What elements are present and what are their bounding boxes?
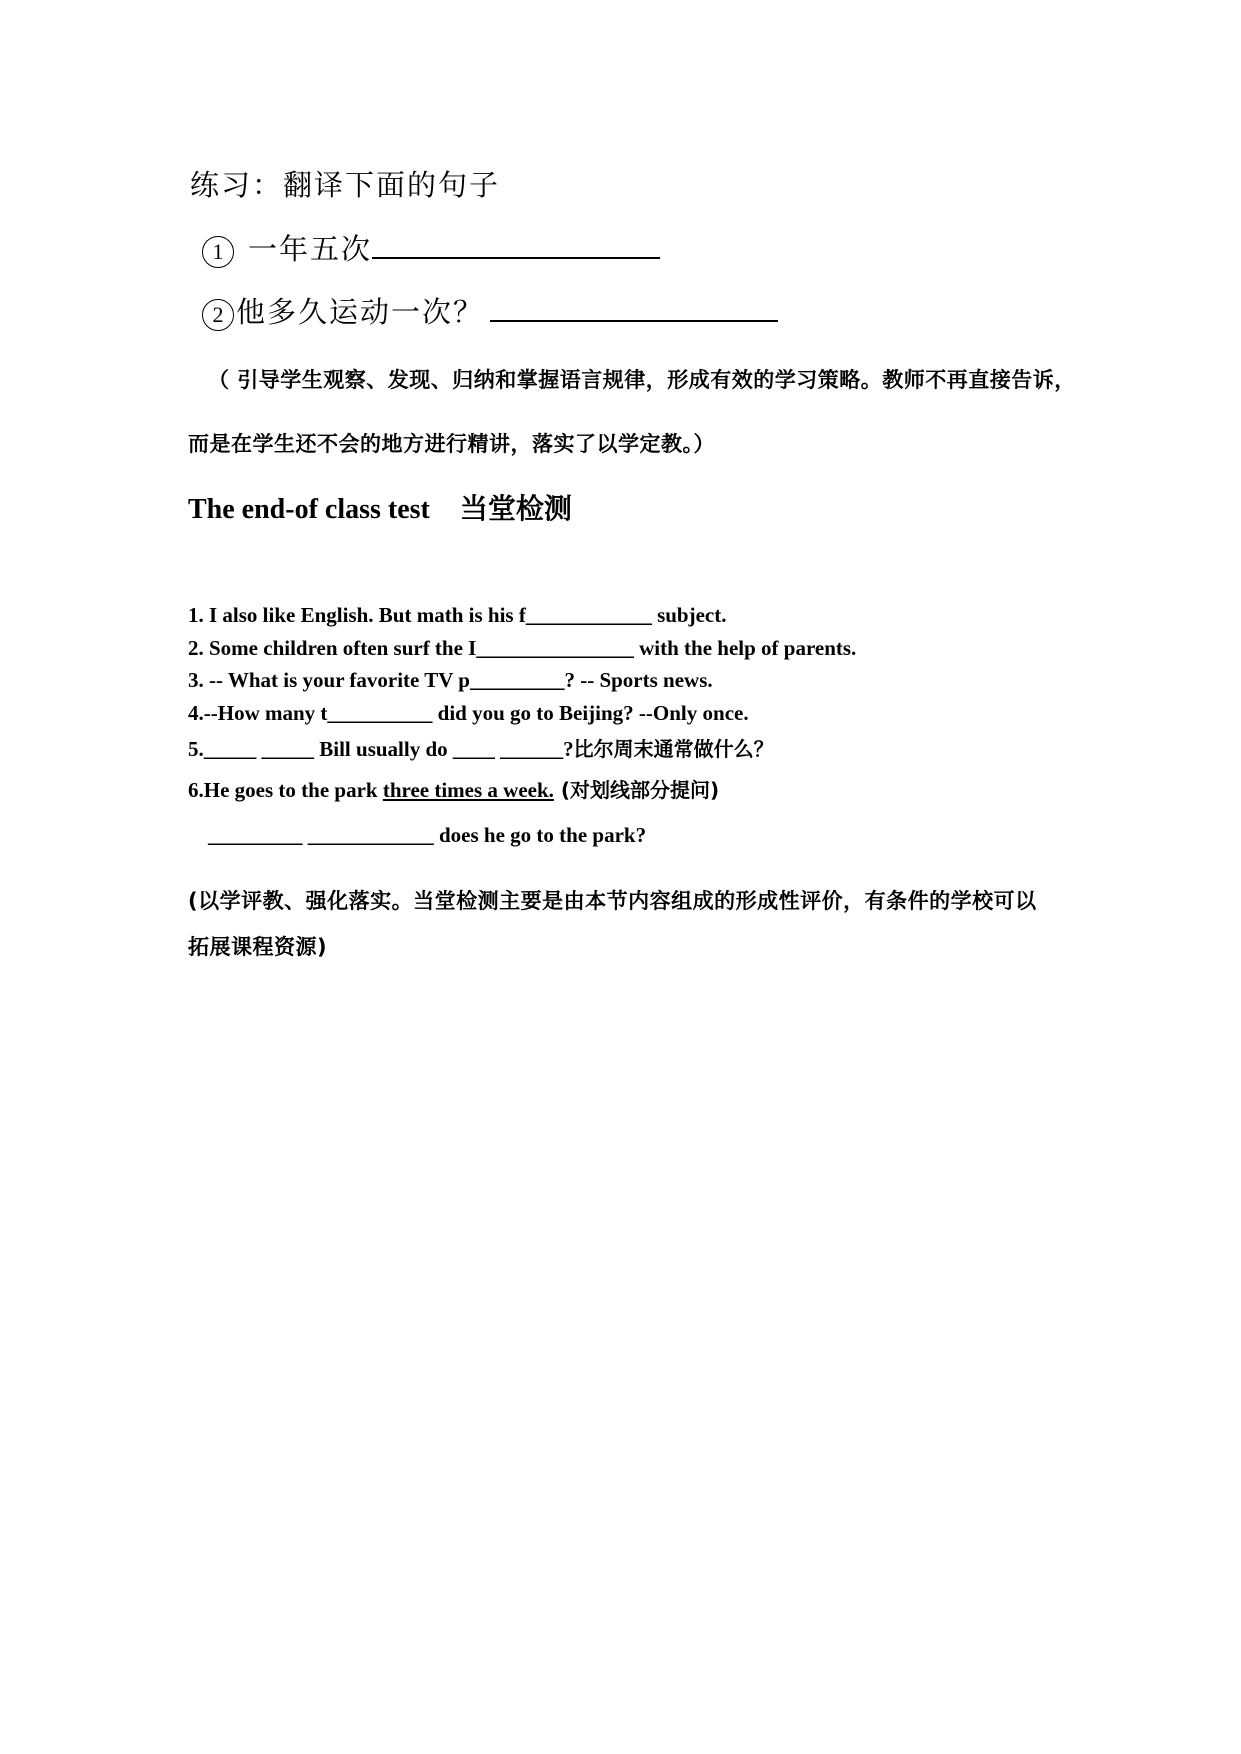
teaching-note-line-1: （ 引导学生观察、发现、归纳和掌握语言规律，形成有效的学习策略。教师不再直接告诉，	[208, 368, 1076, 392]
translate-item-2	[202, 290, 778, 331]
circled-number-2: 2	[202, 299, 234, 331]
test-question-6-underlined: three times a week.	[382, 778, 554, 802]
test-question-4: 4.--How many t__________ did you go to Beijing? --Only once.	[188, 701, 749, 725]
section-title-zh: 当堂检测	[459, 492, 572, 525]
section-title	[188, 487, 572, 527]
test-question-6-text: 6.He goes to the park	[188, 778, 383, 802]
translate-item-1	[202, 227, 660, 268]
test-question-2: 2. Some children often surf the I_______________ with the help of parents.	[188, 636, 857, 660]
translate-item-2-text: 他多久运动一次？	[236, 297, 485, 329]
translate-item-1-text: 一年五次	[248, 234, 373, 266]
assessment-note-line-2: 拓展课程资源)	[188, 935, 328, 959]
exercise-heading: 练习：翻译下面的句子	[190, 170, 501, 202]
answer-blank-1[interactable]	[372, 235, 660, 259]
answer-blank-2[interactable]	[490, 298, 778, 322]
circled-number-1: 1	[202, 236, 234, 268]
section-title-en: The end-of class test	[188, 494, 430, 525]
test-question-3: 3. -- What is your favorite TV p_________? -- Sports news.	[188, 668, 713, 692]
test-question-5-zh: 比尔周末通常做什么？	[573, 737, 774, 761]
assessment-note-line-1: (以学评教、强化落实。当堂检测主要是由本节内容组成的形成性评价，有条件的学校可以	[188, 889, 1037, 913]
test-question-6	[188, 774, 719, 803]
teaching-note-line-2: 而是在学生还不会的地方进行精讲，落实了以学定教。）	[188, 432, 715, 456]
test-question-5	[188, 733, 774, 762]
test-question-1: 1. I also like English. But math is his f____________ subject.	[188, 603, 727, 627]
test-question-6-answer-line: _________ ____________ does he go to the park?	[208, 823, 647, 847]
test-question-6-instruction: (对划线部分提问)	[553, 778, 720, 802]
test-question-5-en: 5._____ _____ Bill usually do ____ ______?	[188, 737, 574, 761]
